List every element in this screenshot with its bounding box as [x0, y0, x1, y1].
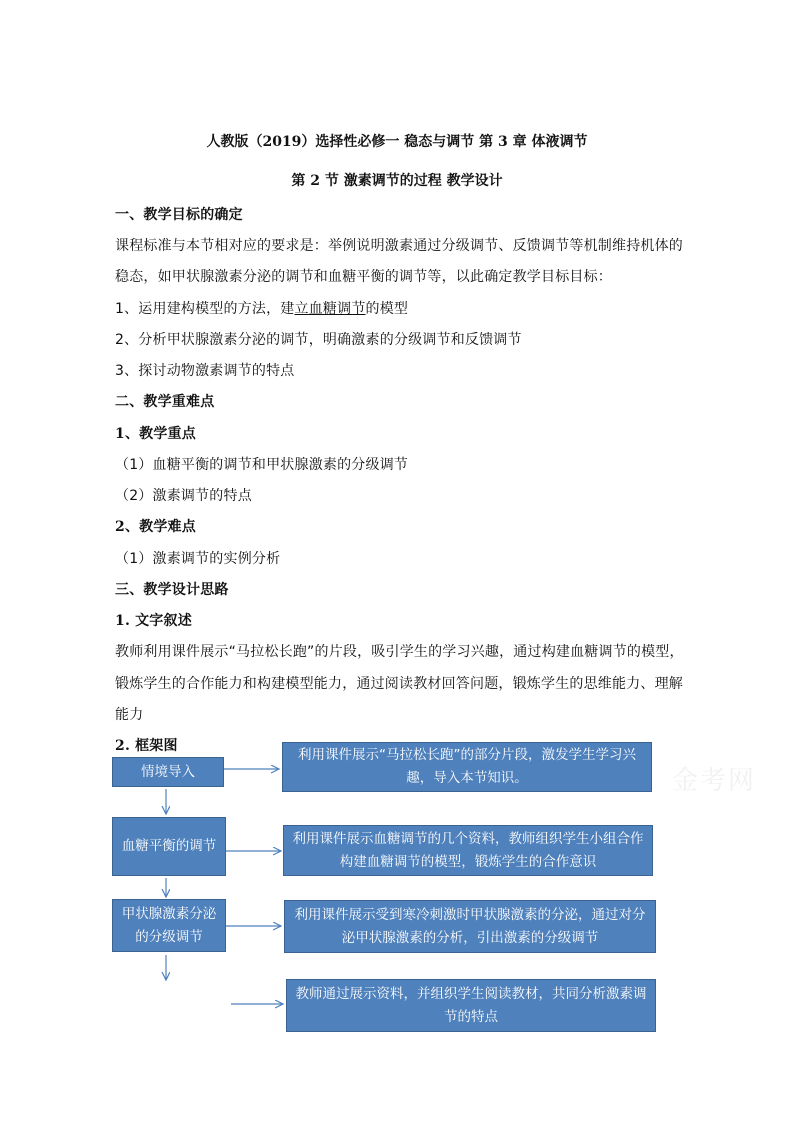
section-heading-goals: 一、教学目标的确定: [115, 207, 243, 223]
goal-item-3: 3、探讨动物激素调节的特点: [115, 363, 295, 379]
difficulty-1: （1）激素调节的实例分析: [115, 551, 281, 567]
goal-item-2: 2、分析甲状腺激素分泌的调节，明确激素的分级调节和反馈调节: [115, 332, 522, 348]
subheading-difficulties: 2、教学难点: [115, 519, 196, 535]
subheading-narrative: 1. 文字叙述: [115, 613, 192, 629]
goals-paragraph-line-1: 课程标准与本节相对应的要求是：举例说明激素通过分级调节、反馈调节等机制维持机体的: [115, 238, 683, 254]
flow-desc-blood-glucose: 利用课件展示血糖调节的几个资料，教师组织学生小组合作构建血糖调节的模型，锻炼学生的合作意识: [283, 825, 653, 876]
goal-item-1: 1、运用建构模型的方法，建立血糖调节的模型: [115, 301, 409, 317]
flow-step-thyroid: 甲状腺激素分泌的分级调节: [112, 899, 226, 952]
narrative-line-1: 教师利用课件展示“马拉松长跑”的片段，吸引学生的学习兴趣，通过构建血糖调节的模型，: [115, 644, 684, 660]
goals-paragraph-line-2: 稳态，如甲状腺激素分泌的调节和血糖平衡的调节等，以此确定教学目标目标：: [115, 269, 612, 285]
flow-step-blood-glucose: 血糖平衡的调节: [112, 817, 226, 876]
subheading-framework: 2. 框架图: [115, 738, 178, 754]
section-heading-design: 三、教学设计思路: [115, 582, 229, 598]
document-subtitle: 第 2 节 激素调节的过程 教学设计: [291, 173, 503, 189]
watermark-text: 金考网: [672, 766, 757, 796]
flow-desc-intro: 利用课件展示“马拉松长跑”的部分片段，激发学生学习兴趣，导入本节知识。: [282, 742, 652, 792]
document-title: 人教版（2019）选择性必修一 稳态与调节 第 3 章 体液调节: [206, 134, 588, 150]
narrative-line-2: 锻炼学生的合作能力和构建模型能力，通过阅读教材回答问题，锻炼学生的思维能力、理解: [115, 676, 683, 692]
flow-desc-hormone-features: 教师通过展示资料，并组织学生阅读教材，共同分析激素调节的特点: [286, 979, 656, 1032]
flow-desc-thyroid: 利用课件展示受到寒冷刺激时甲状腺激素的分泌，通过对分泌甲状腺激素的分析，引出激素的分级调节: [284, 900, 656, 953]
section-heading-key-points: 二、教学重难点: [115, 394, 215, 410]
key-point-2: （2）激素调节的特点: [115, 488, 252, 504]
narrative-line-3: 能力: [115, 707, 144, 723]
key-point-1: （1）血糖平衡的调节和甲状腺激素的分级调节: [115, 457, 409, 473]
subheading-key-points: 1、教学重点: [115, 426, 196, 442]
flow-step-intro: 情境导入: [112, 757, 224, 787]
